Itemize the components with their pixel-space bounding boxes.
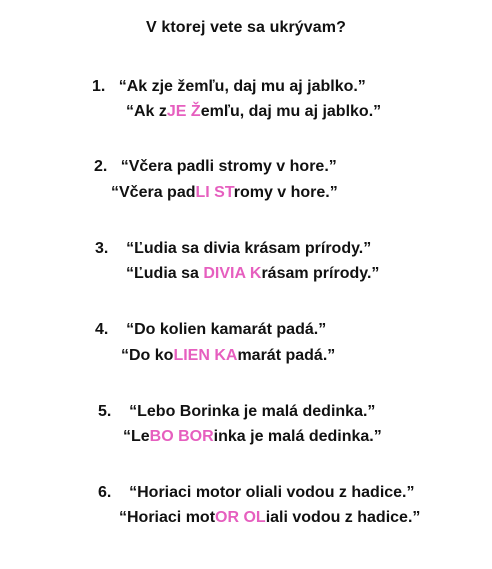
item-6-sentence — [98, 484, 415, 502]
item-2-hidden-after: romy v hore.” — [233, 184, 338, 201]
item-3-hidden-word: DIVIA K — [203, 265, 262, 282]
item-3-number: 3. — [95, 240, 109, 257]
item-3-text: “Ľudia sa divia krásam prírody.” — [126, 240, 372, 257]
item-2-hidden-before: “Včera pad — [111, 184, 196, 201]
item-2-hidden-word: LI ST — [195, 184, 234, 201]
item-3-hidden-before: “Ľudia sa — [126, 265, 204, 282]
item-2-sentence — [94, 158, 337, 176]
item-2-hidden — [111, 184, 338, 202]
item-4-number: 4. — [95, 321, 109, 338]
item-4-hidden-after: marát padá.” — [237, 347, 336, 364]
item-6-hidden-before: “Horiaci mot — [119, 509, 216, 526]
item-6-number: 6. — [98, 484, 112, 501]
item-5-sentence — [98, 403, 375, 421]
item-1-hidden-before: “Ak z — [126, 103, 167, 120]
item-4-hidden-word: LIEN KA — [173, 347, 238, 364]
item-1-text: “Ak zje žemľu, daj mu aj jablko.” — [118, 78, 366, 95]
item-5-hidden-word: BO BOR — [149, 428, 214, 445]
item-2-text: “Včera padli stromy v hore.” — [120, 158, 337, 175]
item-1-hidden-word: JE Ž — [166, 103, 201, 120]
item-1-number: 1. — [92, 78, 106, 95]
item-6-text: “Horiaci motor oliali vodou z hadice.” — [129, 484, 415, 501]
item-5-number: 5. — [98, 403, 112, 420]
item-5-hidden-after: inka je malá dedinka.” — [213, 428, 382, 445]
item-1-hidden — [126, 103, 381, 121]
item-6-hidden-word: OR OL — [215, 509, 266, 526]
item-6-hidden-after: iali vodou z hadice.” — [265, 509, 421, 526]
item-5-hidden-before: “Le — [123, 428, 150, 445]
item-4-sentence — [95, 321, 326, 339]
item-4-hidden — [121, 347, 335, 365]
item-6-hidden — [119, 509, 420, 527]
item-3-sentence — [95, 240, 371, 258]
item-1-hidden-after: emľu, daj mu aj jablko.” — [200, 103, 382, 120]
item-4-text: “Do kolien kamarát padá.” — [126, 321, 327, 338]
item-5-text: “Lebo Borinka je malá dedinka.” — [129, 403, 376, 420]
item-3-hidden-after: rásam prírody.” — [261, 265, 380, 282]
page-title: V ktorej vete sa ukrývam? — [146, 19, 346, 36]
item-2-number: 2. — [94, 158, 108, 175]
item-5-hidden — [123, 428, 382, 446]
item-4-hidden-before: “Do ko — [121, 347, 174, 364]
item-1-sentence — [92, 78, 366, 96]
item-3-hidden — [126, 265, 379, 283]
